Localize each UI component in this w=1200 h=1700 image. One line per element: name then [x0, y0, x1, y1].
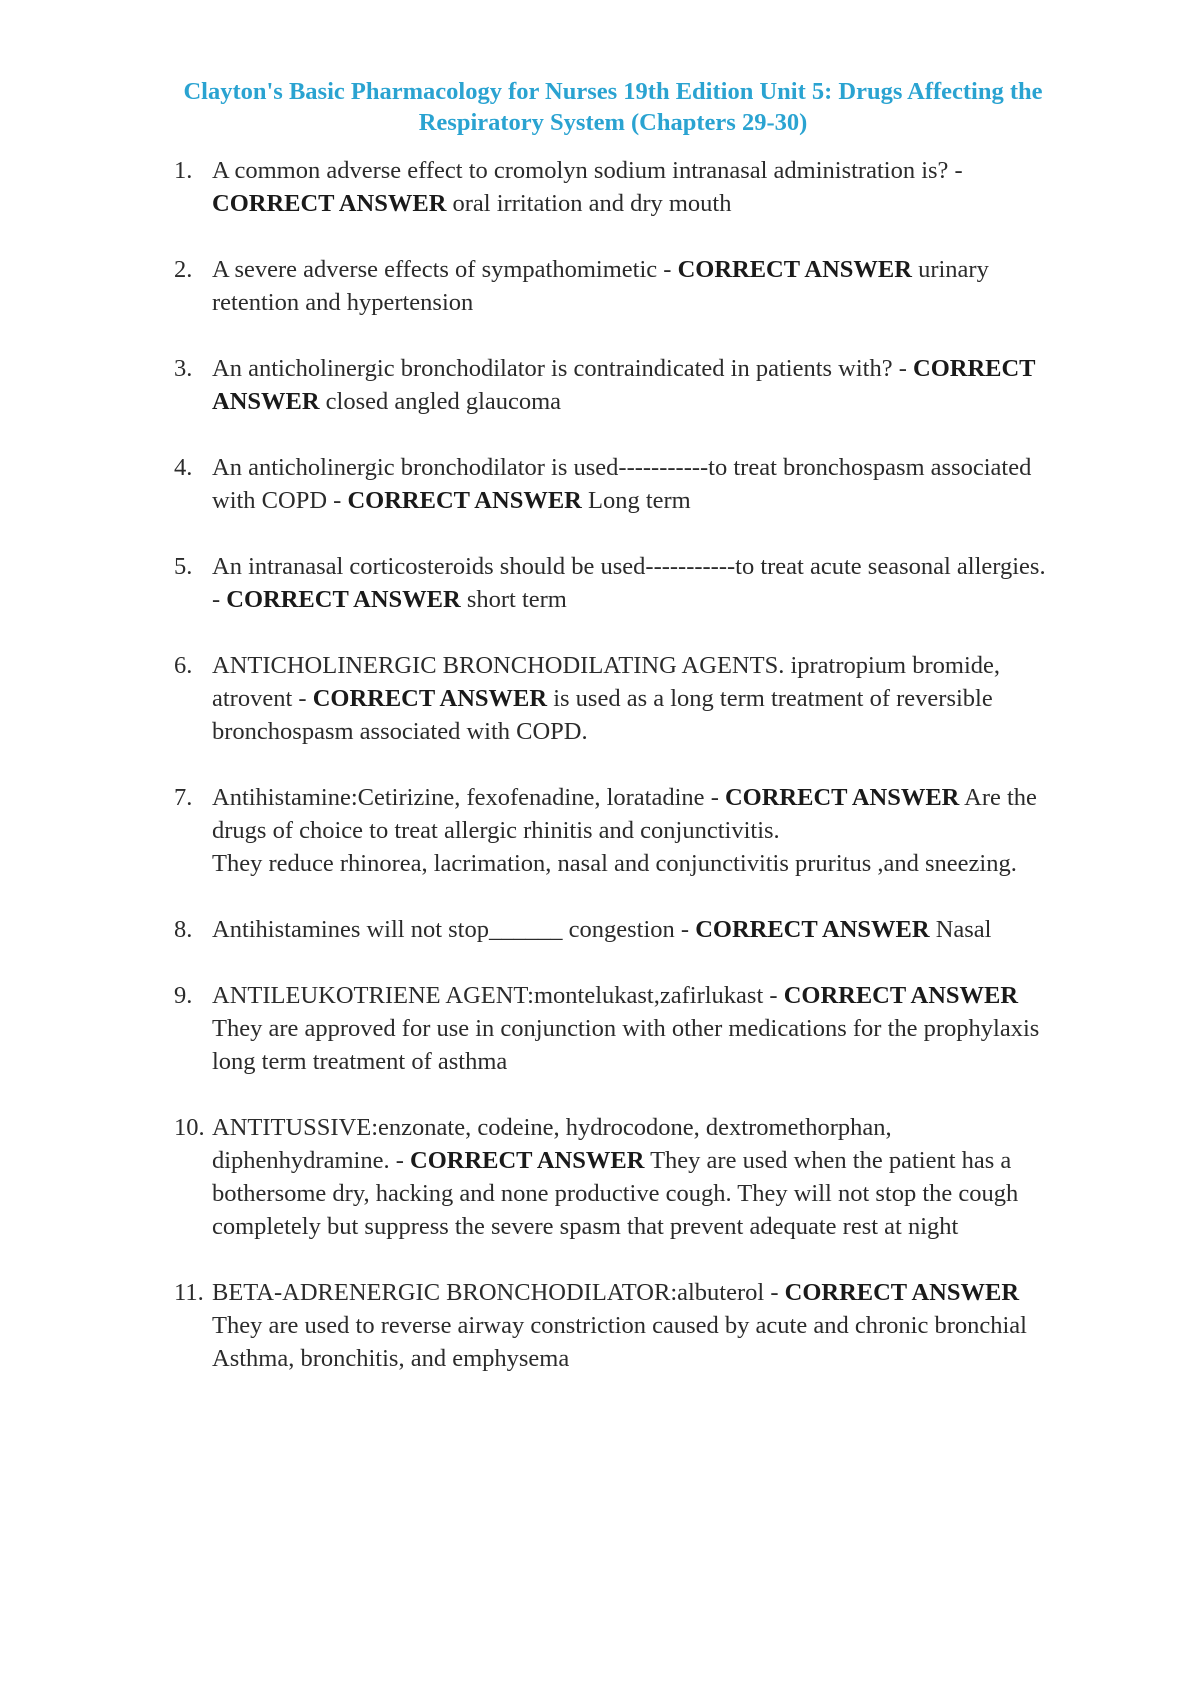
question-number: 10. [174, 1114, 205, 1141]
question-number: 6. [174, 652, 193, 679]
answer-text: Are the drugs of choice to treat allergic rhinitis and conjunctivitis. [212, 784, 1037, 844]
answer-text: They are approved for use in conjunction with other medications for the prophylaxis long term treatment of asthma [212, 1015, 1040, 1075]
qa-body [212, 1111, 1056, 1243]
qa-body [212, 781, 1056, 880]
question-number: 8. [174, 916, 193, 943]
separator: - [764, 1279, 785, 1306]
qa-item [174, 913, 1056, 946]
correct-answer-label: CORRECT ANSWER [724, 784, 960, 811]
qa-list [174, 154, 1056, 1375]
question-text: ANTITUSSIVE:enzonate, codeine, hydrocodone, dextromethorphan, diphenhydramine. [212, 1114, 892, 1174]
qa-body [212, 451, 1056, 517]
qa-item [174, 550, 1056, 616]
question-text: An anticholinergic bronchodilator is used-----------to treat bronchospasm associated with COPD [212, 454, 1032, 514]
answer-text: short term [460, 586, 567, 613]
separator: - [327, 487, 348, 514]
answer-text: is used as a long term treatment of reversible bronchospasm associated with COPD. [212, 685, 993, 745]
answer-text: Long term [581, 487, 691, 514]
separator: - [674, 916, 696, 943]
question-number: 3. [174, 355, 193, 382]
answer-extra-text: They reduce rhinorea, lacrimation, nasal and conjunctivitis pruritus ,and sneezing. [212, 850, 1017, 877]
document-title: Clayton's Basic Pharmacology for Nurses 19th Edition Unit 5: Drugs Affecting the Respiratory System (Chapters 29-30) [183, 78, 1043, 136]
question-number: 5. [174, 553, 193, 580]
question-number: 11. [174, 1279, 204, 1306]
separator: - [389, 1147, 410, 1174]
answer-text: They are used to reverse airway constriction caused by acute and chronic bronchial Asthma, bronchitis, and emphysema [212, 1312, 1027, 1372]
qa-item [174, 451, 1056, 517]
correct-answer-label: CORRECT ANSWER [410, 1147, 645, 1174]
qa-item [174, 253, 1056, 319]
answer-text: Nasal [929, 916, 992, 943]
separator: - [892, 355, 914, 382]
correct-answer-label: CORRECT ANSWER [695, 916, 930, 943]
question-text: ANTILEUKOTRIENE AGENT:montelukast,zafirlukast [212, 982, 764, 1009]
qa-body [212, 913, 1056, 946]
separator: - [763, 982, 784, 1009]
qa-item [174, 352, 1056, 418]
separator: - [212, 586, 227, 613]
qa-body [212, 1276, 1056, 1375]
qa-body [212, 253, 1056, 319]
qa-body [212, 649, 1056, 748]
separator: - [292, 685, 313, 712]
question-number: 7. [174, 784, 193, 811]
correct-answer-label: CORRECT ANSWER [226, 586, 461, 613]
question-number: 1. [174, 157, 193, 184]
question-number: 2. [174, 256, 193, 283]
question-text: ANTICHOLINERGIC BRONCHODILATING AGENTS. ipratropium bromide, atrovent [212, 652, 1001, 712]
separator: - [657, 256, 678, 283]
separator: - [948, 157, 963, 184]
answer-text: urinary retention and hypertension [212, 256, 989, 316]
correct-answer-label: CORRECT ANSWER [312, 685, 548, 712]
qa-body [212, 979, 1056, 1078]
correct-answer-label: CORRECT ANSWER [347, 487, 582, 514]
correct-answer-label: CORRECT ANSWER [784, 1279, 1020, 1306]
question-text: A common adverse effect to cromolyn sodium intranasal administration is? [212, 157, 949, 184]
question-text: Antihistamines will not stop______ congestion [212, 916, 675, 943]
question-text: BETA-ADRENERGIC BRONCHODILATOR:albuterol [212, 1279, 765, 1306]
qa-item [174, 1111, 1056, 1243]
qa-item [174, 781, 1056, 880]
qa-item [174, 649, 1056, 748]
correct-answer-label: CORRECT ANSWER [677, 256, 912, 283]
qa-body [212, 352, 1056, 418]
qa-item [174, 979, 1056, 1078]
question-text: A severe adverse effects of sympathomimetic [212, 256, 658, 283]
question-number: 4. [174, 454, 193, 481]
question-text: Antihistamine:Cetirizine, fexofenadine, loratadine [212, 784, 705, 811]
correct-answer-label: CORRECT ANSWER [212, 190, 447, 217]
correct-answer-label: CORRECT ANSWER [783, 982, 1019, 1009]
qa-item [174, 154, 1056, 220]
answer-text: They are used when the patient has a bothersome dry, hacking and none productive cough. They will not stop the cough completely but suppress the severe spasm that prevent adequate rest at night [212, 1147, 1019, 1240]
answer-text: oral irritation and dry mouth [446, 190, 732, 217]
question-number: 9. [174, 982, 193, 1009]
question-text: An intranasal corticosteroids should be used-----------to treat acute seasonal allergies. [212, 553, 1046, 580]
correct-answer-label: CORRECT ANSWER [212, 355, 1036, 415]
qa-body [212, 154, 1056, 220]
answer-text: closed angled glaucoma [319, 388, 562, 415]
separator: - [704, 784, 725, 811]
question-text: An anticholinergic bronchodilator is contraindicated in patients with? [212, 355, 893, 382]
qa-item [174, 1276, 1056, 1375]
qa-body [212, 550, 1056, 616]
